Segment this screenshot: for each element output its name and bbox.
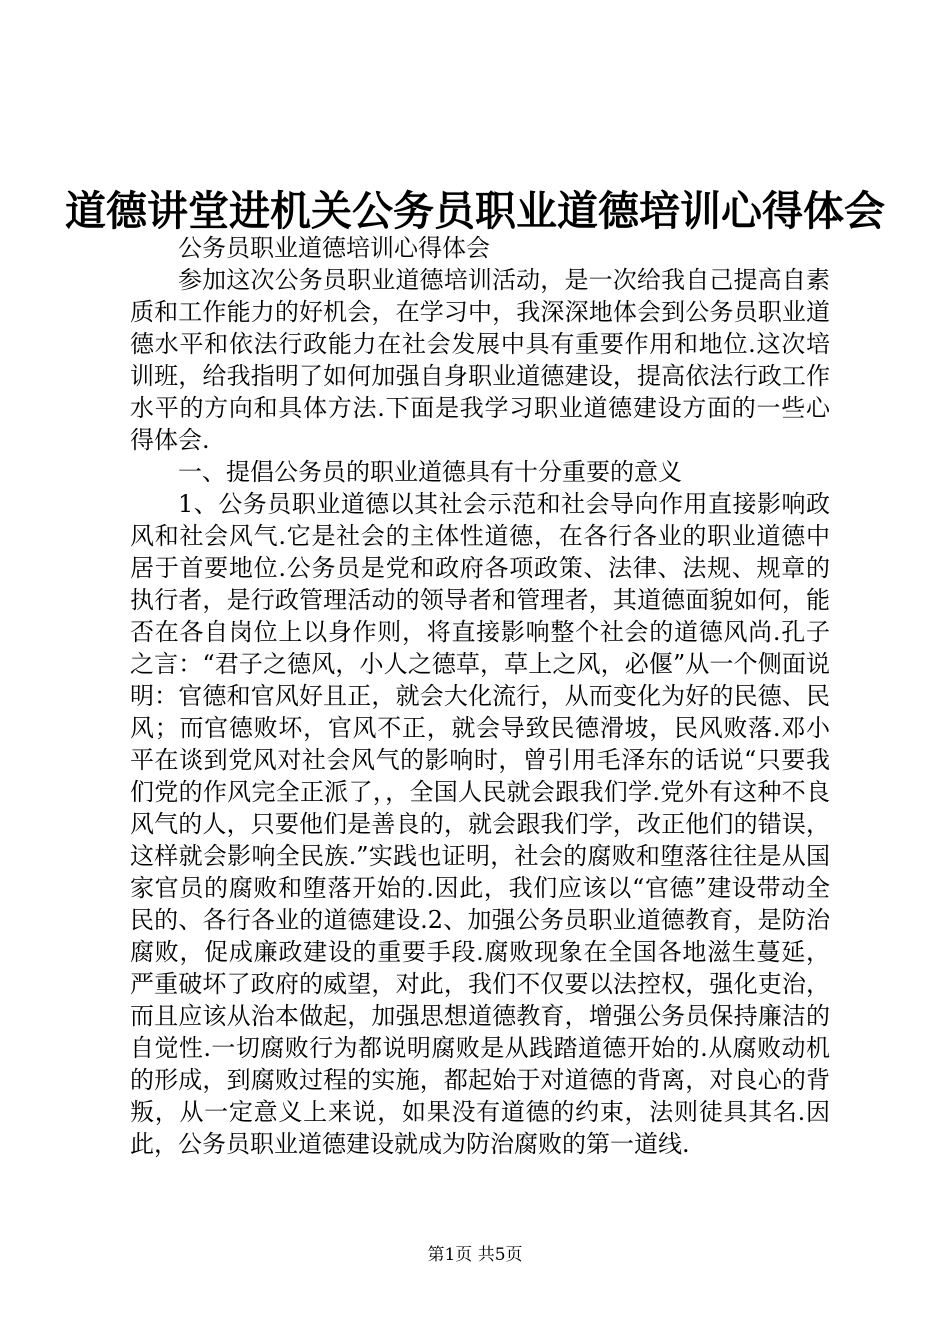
intro-paragraph: 参加这次公务员职业道德培训活动，是一次给我自己提高自素质和工作能力的好机会，在学习中，我深深地体会到公务员职业道德水平和依法行政能力在社会发展中具有重要作用和地位.这次培训班，给我指明了如何加强自身职业道德建设，提高依法行政工作水平的方向和具体方法.下面是我学习职业道德建设方面的一些心得体会. — [130, 266, 830, 454]
page-number-footer: 第1页 共5页 — [427, 1245, 523, 1265]
body-paragraph: 1、公务员职业道德以其社会示范和社会导向作用直接影响政风和社会风气.它是社会的主体性道德，在各行各业的职业道德中居于首要地位.公务员是党和政府各项政策、法律、法规、规章的执行者，是行政管理活动的领导者和管理者，其道德面貌如何，能否在各自岗位上以身作则，将直接影响整个社会的道德风尚.孔子之言：“君子之德风，小人之德草，草上之风，必偃”从一个侧面说明：官德和官风好且正，就会大化流行，从而变化为好的民德、民风；而官德败坏，官风不正，就会导致民德滑坡，民风败落.邓小平在谈到党风对社会风气的影响时，曾引用毛泽东的话说“只要我们党的作风完全正派了，，全国人民就会跟我们学.党外有这种不良风气的人，只要他们是善良的，就会跟我们学，改正他们的错误，这样就会影响全民族.”实践也证明，社会的腐败和堕落往往是从国家官员的腐败和堕落开始的.因此，我们应该以“官德”建设带动全民的、各行各业的道德建设.2、加强公务员职业道德教育，是防治腐败，促成廉政建设的重要手段.腐败现象在全国各地滋生蔓延，严重破坏了政府的威望，对此，我们不仅要以法控权，强化吏治，而且应该从治本做起，加强思想道德教育，增强公务员保持廉洁的自觉性.一切腐败行为都说明腐败是从践踏道德开始的.从腐败动机的形成，到腐败过程的实施，都起始于对道德的背离，对良心的背叛，从一定意义上来说，如果没有道德的约束，法则徒具其名.因此，公务员职业道德建设就成为防治腐败的第一道线. — [130, 490, 830, 1158]
document-body — [130, 232, 830, 1160]
section-heading: 一、提倡公务员的职业道德具有十分重要的意义 — [178, 458, 682, 486]
document-title: 道德讲堂进机关公务员职业道德培训心得体会 — [65, 187, 885, 235]
subtitle-paragraph: 公务员职业道德培训心得体会 — [178, 234, 490, 262]
